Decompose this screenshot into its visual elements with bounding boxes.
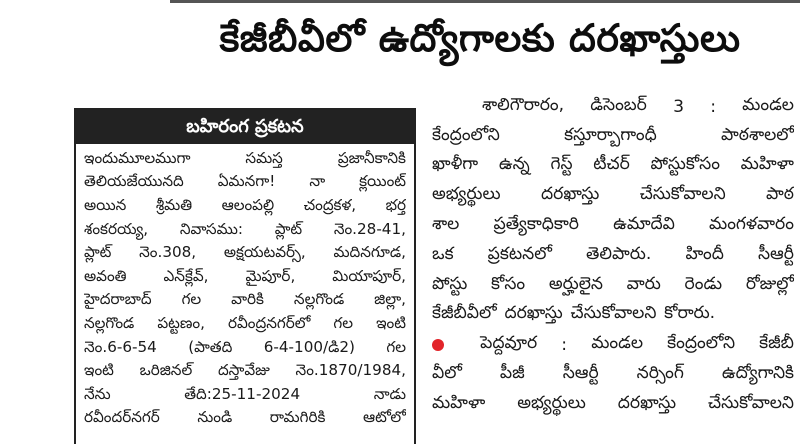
public-notice-box	[74, 108, 416, 444]
notice-line: అయిన శ్రీమతి ఆలంపల్లి చంద్రకళ, భర్త	[84, 195, 406, 214]
bullet-icon	[432, 339, 444, 351]
notice-line: నల్లగొండ పట్టణం, రవీంద్రనగర్‌లో గల ఇంటి	[84, 313, 406, 332]
notice-body	[76, 144, 414, 431]
notice-line: శంకరయ్య, నివాసము: ప్లాట్ నెం.28-41,	[84, 219, 406, 238]
notice-line: నెం.6-6-54 (పాతది 6-4-100/డి2) గల	[84, 337, 406, 356]
headline: కేజీబీవీలో ఉద్యోగాలకు దరఖాస్తులు	[219, 16, 741, 60]
top-rule	[170, 0, 800, 3]
notice-line: తెలియజేయునది ఏమనగా! నా క్లయింట్	[84, 172, 406, 191]
article-line: వీలో పీజీ సీఆర్టీ నర్సింగ్ ఉద్యోగానికి	[432, 363, 794, 384]
notice-title: బహిరంగ ప్రకటన	[76, 110, 414, 144]
article-line: కేజీబీవీలో దరఖాస్తు చేసుకోవాలని కోరారు.	[432, 303, 716, 324]
notice-line: హైదరాబాద్ గల వారికి నల్లగొండ జిల్లా,	[84, 290, 406, 309]
article-line: పోస్టు కోసం అర్హులైన వారు రెండు రోజుల్లో	[432, 273, 794, 294]
notice-line: ప్లాట్ నెం.308, అక్షయటవర్స్, మదినగూడ,	[84, 243, 406, 262]
notice-line: ఇంటి ఒరిజినల్ దస్తావేజు నెం.1870/1984,	[84, 361, 406, 380]
notice-line: నేను తేది:25-11-2024 నాడు	[84, 384, 406, 403]
article-bullet-line: పెద్దవూర : మండల కేంద్రంలోని కేజీబీ	[432, 330, 794, 360]
notice-line: రవీందర్‌నగర్ నుండి రామగిరికి ఆటోలో	[84, 408, 406, 427]
article-line: అభ్యర్థులు దరఖాస్తు చేసుకోవాలని పాఠ	[432, 184, 794, 205]
article-line: శాలిగౌరారం, డిసెంబర్ 3 : మండల	[482, 94, 794, 117]
notice-line: ఇందుమూలముగా సమస్త ప్రజానీకానికి	[84, 148, 406, 167]
article-line: మహిళా అభ్యర్థులు దరఖాస్తు చేసుకోవాలని	[432, 392, 794, 413]
article-line: ఖాళీగా ఉన్న గెస్ట్ టీచర్ పోస్టుకోసం మహిళా	[432, 154, 794, 175]
article-body	[432, 92, 794, 444]
article-line: ఒక ప్రకటనలో తెలిపారు. హిందీ సీఆర్టీ	[432, 243, 794, 264]
notice-line: అవంతి ఎన్‌క్లేవ్, మైపూర్, మియాపూర్,	[84, 266, 406, 285]
article-line: కేంద్రంలోని కస్తూర్బాగాంధీ పాఠశాలలో	[432, 124, 794, 145]
article-line: శాల ప్రత్యేకాధికారి ఉమాదేవి మంగళవారం	[432, 214, 794, 235]
